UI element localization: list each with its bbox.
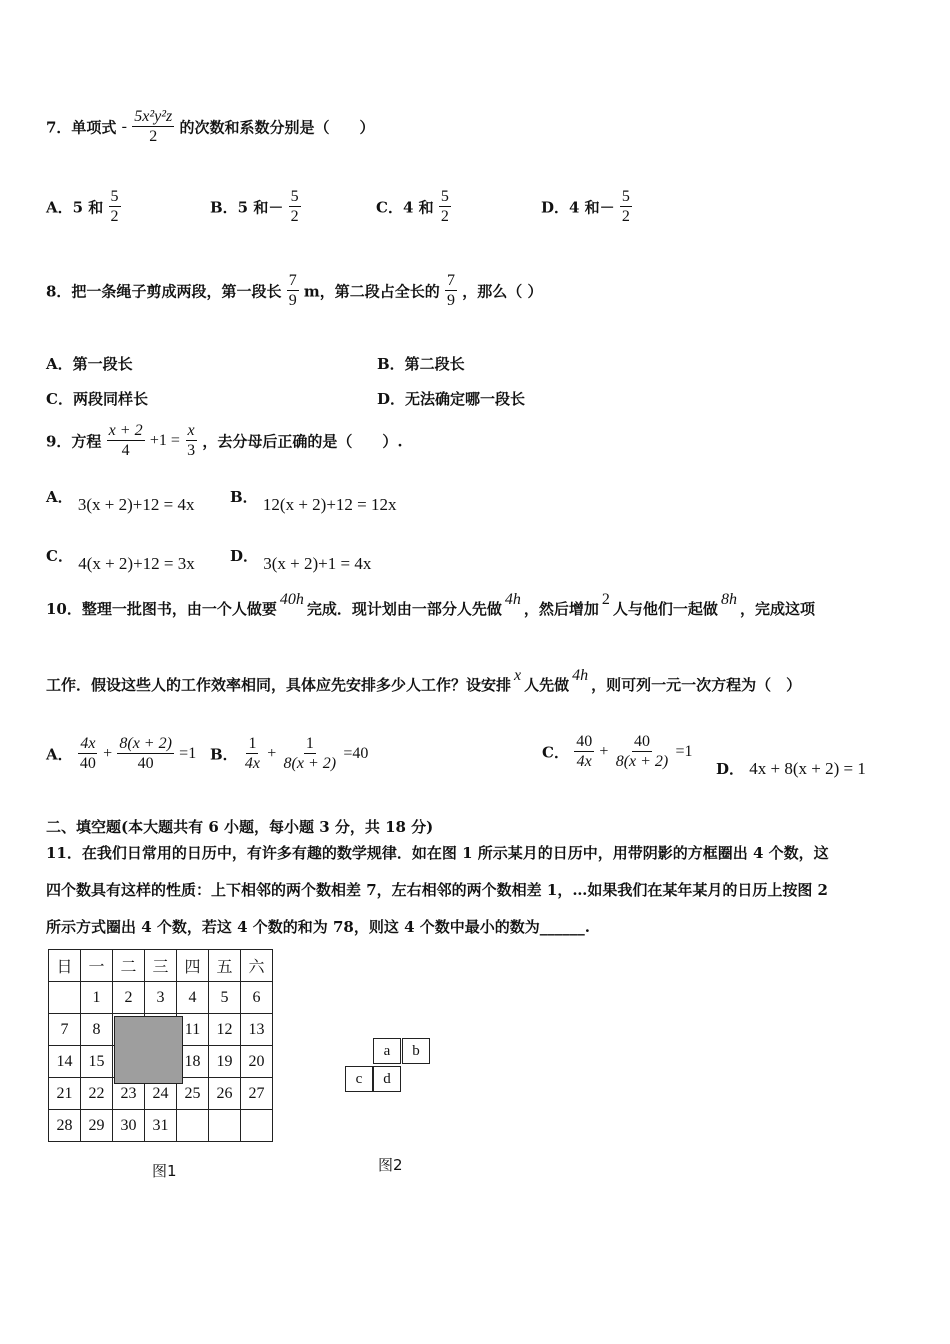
q8-f2-num: 7 — [447, 272, 456, 289]
q7-sign: - — [121, 117, 127, 135]
q8-part2: m，第二段占全长的 — [303, 282, 440, 301]
q9-part1: 9．方程 — [46, 432, 102, 451]
calendar-cell: 2 — [113, 982, 145, 1014]
q9-line — [46, 422, 403, 460]
q11-line2: 四个数具有这样的性质：上下相邻的两个数相差 7，左右相邻的两个数相差 1，…如果我们在某年某月的日历上按图 2 — [46, 881, 828, 899]
calendar-cell: 23 — [113, 1078, 145, 1110]
calendar-cell: 14 — [49, 1046, 81, 1078]
q9-option-c[interactable] — [46, 545, 195, 573]
q10-a-d2: 40 — [137, 754, 154, 772]
q10-l1-a: 10．整理一批图书，由一个人做要 — [46, 600, 277, 618]
q7-option-c[interactable] — [376, 188, 451, 226]
q11-line3: 所示方式圈出 4 个数，若这 4 个数的和为 78，则这 4 个数中最小的数为______. — [46, 918, 590, 936]
figure2-caption: 图2 — [378, 1156, 403, 1174]
q7-b-den: 2 — [290, 207, 299, 225]
figure2-cell-a: a — [373, 1038, 401, 1064]
calendar-cell: 24 — [145, 1078, 177, 1110]
q7-option-d-label: D．4 和－ — [541, 198, 615, 217]
calendar-cell: 15 — [81, 1046, 113, 1078]
q8-option-a[interactable]: A．第一段长 — [46, 355, 133, 373]
q10-c-n2: 40 — [633, 733, 650, 750]
q10-b-rhs: =40 — [343, 744, 369, 762]
q10-c-label: C． — [542, 743, 569, 762]
q9-f1-den: 4 — [121, 441, 130, 459]
q10-l1-d: 人与他们一起做 — [612, 600, 718, 618]
q7-monomial — [132, 108, 174, 146]
calendar-cell: 18 — [177, 1046, 209, 1078]
calendar-cell — [241, 1110, 273, 1142]
calendar-cell — [209, 1110, 241, 1142]
calendar-header-row — [49, 950, 273, 982]
calendar-cell: 4 — [177, 982, 209, 1014]
q10-time-8h: 8h — [720, 591, 737, 608]
q7-option-c-label: C．4 和 — [376, 198, 434, 217]
calendar-header-cell: 二 — [113, 950, 145, 982]
q8-option-b[interactable]: B．第二段长 — [377, 355, 465, 373]
q10-a-rhs: =1 — [179, 744, 197, 762]
calendar-header-cell: 日 — [49, 950, 81, 982]
q10-line2 — [46, 667, 802, 695]
q8-f1-den: 9 — [288, 291, 297, 309]
q7-monomial-den: 2 — [149, 127, 158, 145]
calendar-cell: 26 — [209, 1078, 241, 1110]
calendar-cell: 31 — [145, 1110, 177, 1142]
q10-time-40h: 40h — [279, 591, 304, 608]
q8-line — [46, 272, 543, 310]
calendar-cell: 1 — [81, 982, 113, 1014]
q8-f2-den: 9 — [447, 291, 456, 309]
q10-option-d[interactable] — [716, 758, 866, 779]
calendar-cell — [177, 1110, 209, 1142]
q11-line1: 11．在我们日常用的日历中，有许多有趣的数学规律．如在图 1 所示某月的日历中，用带阴影的方框圈出 4 个数，这 — [46, 844, 829, 862]
calendar-cell: 11 — [177, 1014, 209, 1046]
q9-part2: ，去分母后正确的是（ ）. — [202, 432, 403, 451]
q9-d-label: D． — [230, 547, 259, 565]
q10-c-d1: 4x — [576, 752, 592, 770]
q9-f2-num: x — [187, 422, 195, 439]
q10-c-n1: 40 — [576, 733, 593, 750]
q7-c-num: 5 — [440, 188, 449, 205]
q10-a-n2: 8(x + 2) — [119, 735, 172, 752]
calendar-cell — [49, 982, 81, 1014]
q9-b-expr: 12(x + 2)+12 = 12x — [262, 495, 397, 514]
q10-l1-b: 完成．现计划由一部分人先做 — [306, 600, 502, 618]
q10-a-n1: 4x — [80, 735, 96, 752]
calendar-header-cell: 三 — [145, 950, 177, 982]
q10-b-n2: 1 — [305, 735, 314, 752]
q10-b-d1: 4x — [244, 754, 261, 772]
q9-mid: +1 = — [149, 431, 180, 449]
calendar-shaded-box — [114, 1016, 183, 1084]
calendar-cell: 27 — [241, 1078, 273, 1110]
q10-l1-c: ，然后增加 — [523, 600, 599, 618]
q10-b-label: B． — [210, 745, 238, 764]
q7-d-num: 5 — [621, 188, 630, 205]
q7-option-b[interactable] — [210, 188, 301, 226]
calendar-header-cell: 一 — [81, 950, 113, 982]
calendar-header-cell: 五 — [209, 950, 241, 982]
q10-option-b[interactable] — [210, 735, 368, 773]
q10-a-op: + — [103, 744, 113, 762]
q10-time-4h-b: 4h — [572, 667, 589, 684]
q9-a-expr: 3(x + 2)+12 = 4x — [77, 495, 195, 514]
calendar-cell: 29 — [81, 1110, 113, 1142]
q10-two: 2 — [601, 591, 610, 608]
calendar-cell: 6 — [241, 982, 273, 1014]
q10-l2-c: ，则可列一元一次方程为（ ） — [591, 676, 802, 694]
calendar-cell: 28 — [49, 1110, 81, 1142]
q8-option-d[interactable]: D．无法确定哪一段长 — [377, 390, 526, 408]
q7-number: 7．单项式 — [46, 118, 117, 137]
calendar-row — [49, 1110, 273, 1142]
q9-b-label: B． — [230, 488, 258, 506]
calendar-cell: 8 — [81, 1014, 113, 1046]
q9-option-a[interactable] — [46, 486, 195, 514]
calendar-cell: 22 — [81, 1078, 113, 1110]
q7-option-d[interactable] — [541, 188, 632, 226]
calendar-cell: 21 — [49, 1078, 81, 1110]
q8-f1-num: 7 — [288, 272, 297, 289]
q8-part3: ，那么（ ） — [462, 282, 543, 301]
q10-line1 — [46, 591, 815, 619]
q8-option-c[interactable]: C．两段同样长 — [46, 390, 148, 408]
section2-title: 二、填空题(本大题共有 6 小题，每小题 3 分，共 18 分) — [46, 818, 434, 836]
q10-time-4h: 4h — [504, 591, 521, 608]
q9-f1-num: x + 2 — [108, 422, 143, 439]
q7-d-den: 2 — [621, 207, 630, 225]
q7-option-a-label: A．5 和 — [46, 198, 104, 217]
q10-d-expr: 4x + 8(x + 2) = 1 — [749, 759, 866, 778]
figure2-cell-c: c — [345, 1066, 373, 1092]
q10-c-d2: 8(x + 2) — [615, 752, 669, 770]
q10-var-x: x — [514, 667, 522, 684]
q7-option-b-label: B．5 和－ — [210, 198, 284, 217]
calendar-cell: 19 — [209, 1046, 241, 1078]
calendar-cell: 5 — [209, 982, 241, 1014]
calendar-row — [49, 982, 273, 1014]
calendar-cell: 13 — [241, 1014, 273, 1046]
q7-line — [46, 108, 375, 146]
q10-l1-e: ，完成这项 — [739, 600, 815, 618]
q10-l2-b: 人先做 — [524, 676, 570, 694]
q10-b-op: + — [267, 744, 277, 762]
q10-d-label: D． — [716, 760, 745, 778]
q10-b-d2: 8(x + 2) — [283, 754, 337, 772]
calendar-cell: 3 — [145, 982, 177, 1014]
q10-l2-a: 工作．假设这些人的工作效率相同，具体应先安排多少人工作？设安排 — [46, 676, 512, 694]
q7-a-den: 2 — [110, 207, 119, 225]
q9-f2-den: 3 — [187, 441, 196, 459]
q10-b-n1: 1 — [248, 735, 257, 752]
figure1-caption: 图1 — [152, 1162, 177, 1180]
q9-c-expr: 4(x + 2)+12 = 3x — [78, 554, 195, 573]
q9-option-b[interactable] — [230, 486, 397, 514]
calendar-header-cell: 四 — [177, 950, 209, 982]
q8-part1: 8．把一条绳子剪成两段，第一段长 — [46, 282, 282, 301]
q10-a-label: A． — [46, 745, 73, 764]
q9-c-label: C． — [46, 547, 73, 565]
calendar-header-cell: 六 — [241, 950, 273, 982]
q10-c-rhs: =1 — [675, 742, 693, 760]
q10-option-a[interactable] — [46, 735, 196, 773]
q9-a-label: A． — [46, 488, 73, 506]
q9-d-expr: 3(x + 2)+1 = 4x — [263, 554, 372, 573]
q10-c-op: + — [599, 742, 609, 760]
calendar-cell: 12 — [209, 1014, 241, 1046]
figure2-cell-d: d — [373, 1066, 401, 1092]
q7-a-num: 5 — [110, 188, 119, 205]
calendar-cell: 30 — [113, 1110, 145, 1142]
figure2-cell-b: b — [402, 1038, 430, 1064]
calendar-cell: 25 — [177, 1078, 209, 1110]
q9-option-d[interactable] — [230, 545, 372, 573]
calendar-cell: 20 — [241, 1046, 273, 1078]
calendar-cell: 7 — [49, 1014, 81, 1046]
q10-option-c[interactable] — [542, 733, 693, 771]
q7-c-den: 2 — [440, 207, 449, 225]
q7-b-num: 5 — [290, 188, 299, 205]
q7-tail: 的次数和系数分别是（ ） — [179, 118, 375, 137]
q7-option-a[interactable] — [46, 188, 121, 226]
q10-a-d1: 40 — [79, 754, 96, 772]
q7-monomial-num: 5x²y²z — [134, 108, 173, 125]
